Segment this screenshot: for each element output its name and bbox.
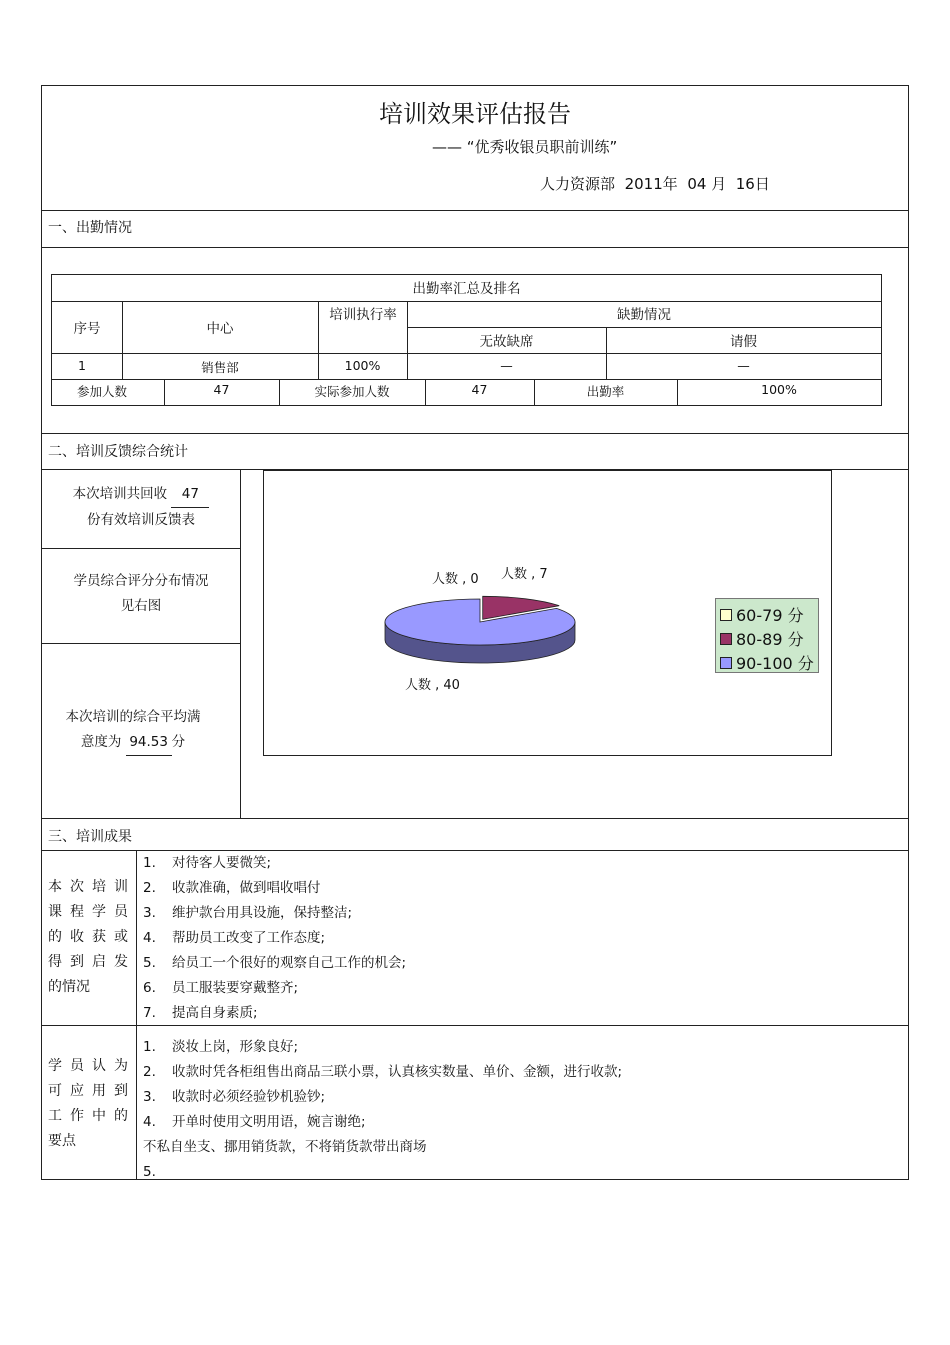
list-item: 2. 收款准确，做到唱收唱付 [143, 880, 321, 896]
header-no-reason: 无故缺席 [479, 334, 534, 350]
feedback-count-text: 本次培训共回收 47 份有效培训反馈表 [42, 482, 240, 533]
actual-participants-label: 实际参加人数 [314, 384, 390, 399]
satisfaction-value: 94.53 [126, 730, 172, 756]
score-distribution-chart [263, 470, 832, 756]
legend-swatch [720, 609, 732, 621]
section-attendance-title: 一、出勤情况 [48, 220, 132, 236]
legend-item-60-79: 60-79 分 [720, 603, 804, 626]
report-frame: 培训效果评估报告 —— “优秀收银员职前训练” 人力资源部 2011年 04 月 16日 一、出勤情况 出勤率汇总及排名 序号 中心 培训执行率 缺勤情况 无故缺席 请假 1 销售部 100% — — 参加人数 47 实际参加人数 47 出勤率 100% 二、培训反馈综合统计 本次培训共回收 47 份有效培训反馈表 学员综合评分分布情况 见右图 本次培训的综合平均满 意度为 94.53 分 人数 , 0 人数 , 7 人数 , 40 60-79 分 80-89 分 90-100 分 三、培训成果 本 次 培 训 课 程 学 员 的 收 获 或 得 到 启 发 的情况 1. 对待客人要微笑; 2. 收款准确，做到唱收唱付 3. 维护款台用具设施，保持整洁; 4. 帮助员工改变了工作态度; 5. 给员工一个很好的观察自己工作的机会; 6. 员工服装要穿戴整齐; 7. 提高自身素质; 学 员 认 为 可 应 用 到 工 作 中 的 要点 1. 淡妆上岗，形象良好; 2. 收款时凭各柜组售出商品三联小票，认真核实数量、单价、金额，进行收款; 3. 收款时必须经验钞机验钞; 4. 开单时使用文明用语，婉言谢绝; 不私自坐支、挪用销货款，不将销货款带出商场 5. [41, 85, 909, 1180]
row-rate: 100% [344, 358, 381, 373]
pie-label-80-89: 人数 , 7 [501, 567, 548, 582]
report-day: 16 [735, 175, 755, 193]
section-results-title: 三、培训成果 [48, 829, 132, 845]
divider [42, 433, 908, 434]
divider [42, 210, 908, 211]
list-item: 不私自坐支、挪用销货款，不将销货款带出商场 [143, 1139, 427, 1155]
table-rule [52, 353, 881, 354]
pie-label-60-79: 人数 , 0 [432, 572, 479, 587]
row-center: 销售部 [201, 360, 239, 375]
list-item: 5. 给员工一个很好的观察自己工作的机会; [143, 955, 407, 971]
report-department-date: 人力资源部 2011年 04 月 16日 [540, 175, 770, 193]
gains-list [143, 851, 406, 1026]
points-list [143, 1035, 622, 1185]
legend-swatch [720, 657, 732, 669]
divider [42, 818, 908, 819]
table-rule [407, 327, 881, 328]
list-item: 4. 开单时使用文明用语，婉言谢绝; [143, 1114, 366, 1130]
divider [42, 247, 908, 248]
department-name: 人力资源部 [540, 175, 616, 193]
attendance-rate-value: 100% [761, 382, 797, 397]
table-rule [52, 379, 881, 380]
header-absence: 缺勤情况 [617, 307, 671, 323]
header-rate: 培训执行率 [329, 307, 397, 323]
list-item: 4. 帮助员工改变了工作态度; [143, 930, 326, 946]
participants-label: 参加人数 [76, 384, 127, 399]
attendance-table [51, 274, 882, 406]
report-title: 培训效果评估报告 [379, 100, 571, 128]
list-item: 6. 员工服装要穿戴整齐; [143, 980, 299, 996]
pie-label-90-100: 人数 , 40 [405, 678, 460, 693]
list-item: 2. 收款时凭各柜组售出商品三联小票，认真核实数量、单价、金额，进行收款; [143, 1064, 623, 1080]
attendance-table-caption: 出勤率汇总及排名 [412, 281, 521, 297]
divider [42, 643, 240, 644]
divider [42, 548, 240, 549]
row-seq: 1 [78, 358, 86, 373]
legend-item-80-89: 80-89 分 [720, 627, 804, 650]
distribution-text: 学员综合评分分布情况 见右图 [73, 573, 209, 614]
column-divider [240, 469, 241, 818]
legend-item-90-100: 90-100 分 [720, 651, 814, 674]
header-center: 中心 [206, 321, 234, 337]
row-leave: — [737, 358, 750, 373]
column-divider [136, 850, 137, 1180]
header-leave: 请假 [730, 334, 757, 350]
report-month: 04 [687, 175, 707, 193]
list-item: 7. 提高自身素质; [143, 1005, 258, 1021]
row-no-reason: — [500, 358, 513, 373]
list-item: 3. 收款时必须经验钞机验钞; [143, 1089, 326, 1105]
list-item: 5. [143, 1164, 156, 1180]
chart-legend [715, 598, 819, 673]
report-subtitle: —— “优秀收银员职前训练” [432, 138, 618, 156]
list-item: 1. 对待客人要微笑; [143, 855, 272, 871]
header-seq: 序号 [73, 321, 101, 337]
legend-swatch [720, 633, 732, 645]
report-year: 2011 [624, 175, 663, 193]
satisfaction-text: 本次培训的综合平均满 意度为 94.53 分 [34, 705, 232, 756]
attendance-rate-label: 出勤率 [586, 384, 625, 399]
feedback-count: 47 [171, 482, 209, 508]
section-feedback-title: 二、培训反馈综合统计 [48, 444, 188, 460]
participants-value: 47 [213, 382, 230, 397]
list-item: 3. 维护款台用具设施，保持整洁; [143, 905, 353, 921]
list-item: 1. 淡妆上岗，形象良好; [143, 1039, 299, 1055]
table-rule [52, 301, 881, 302]
actual-participants-value: 47 [471, 382, 488, 397]
